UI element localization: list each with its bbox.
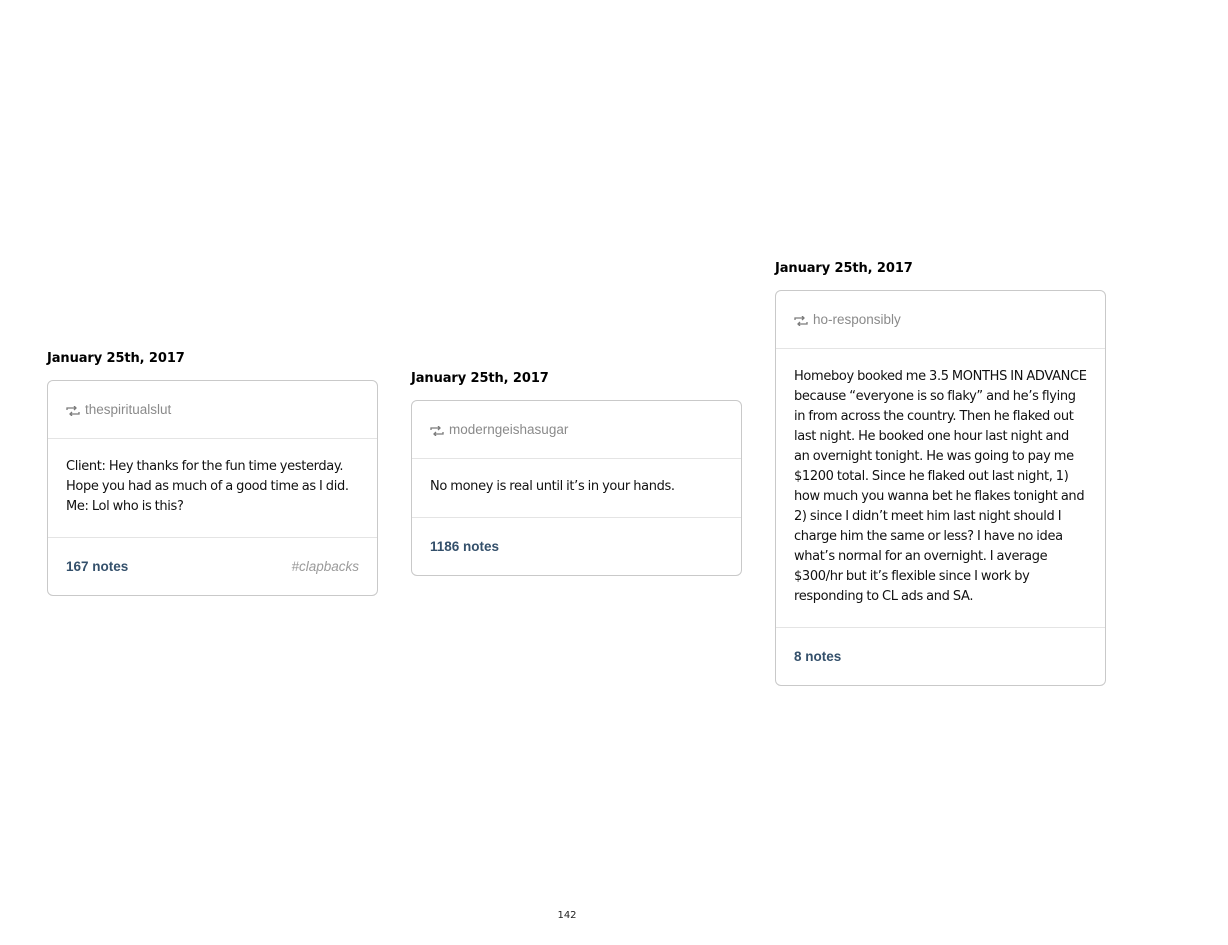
post-card bbox=[47, 380, 378, 596]
post-card-2 bbox=[411, 370, 743, 576]
post-author-link[interactable]: moderngeishasugar bbox=[449, 422, 569, 437]
notes-link[interactable]: 8 notes bbox=[794, 649, 842, 664]
post-date: January 25th, 2017 bbox=[775, 261, 913, 276]
reblog-icon bbox=[430, 426, 444, 436]
post-card bbox=[775, 290, 1106, 686]
post-author-link[interactable]: ho-responsibly bbox=[813, 312, 901, 327]
post-date: January 25th, 2017 bbox=[411, 371, 549, 386]
post-text: Homeboy booked me 3.5 MONTHS IN ADVANCE because “everyone is so flaky” and he’s flying in from across the country. Then he flaked out last night. He booked one hour last night and an overnight tonight. He was going to pay me $1200 total. Since he flaked out last night, 1) how much you wanna bet he flakes tonight and 2) since I didn’t meet him last night should I charge him the same or less? I have no idea what’s normal for an overnight. I average $300/hr but it’s flexible since I work by responding to CL ads and SA. bbox=[794, 369, 1087, 604]
post-header bbox=[48, 381, 377, 439]
notes-link[interactable]: 167 notes bbox=[66, 559, 129, 574]
reblog-icon bbox=[66, 406, 80, 416]
post-date: January 25th, 2017 bbox=[47, 351, 185, 366]
reblog-icon bbox=[794, 316, 808, 326]
post-header bbox=[412, 401, 741, 459]
post-body bbox=[48, 439, 377, 538]
post-footer bbox=[412, 518, 741, 575]
post-card bbox=[411, 400, 742, 576]
post-card-3 bbox=[775, 260, 1107, 686]
post-header bbox=[776, 291, 1105, 349]
post-text: No money is real until it’s in your hands. bbox=[430, 479, 675, 494]
post-body bbox=[776, 349, 1105, 628]
post-footer bbox=[48, 538, 377, 595]
post-body bbox=[412, 459, 741, 518]
post-card-1 bbox=[47, 350, 379, 596]
tag-link[interactable]: #clapbacks bbox=[291, 559, 359, 574]
post-footer bbox=[776, 628, 1105, 685]
page-number: 142 bbox=[557, 910, 577, 921]
notes-link[interactable]: 1186 notes bbox=[430, 539, 500, 554]
post-author-link[interactable]: thespiritualslut bbox=[85, 402, 172, 417]
post-text: Client: Hey thanks for the fun time yesterday. Hope you had as much of a good time as I did. Me: Lol who is this? bbox=[66, 459, 349, 514]
